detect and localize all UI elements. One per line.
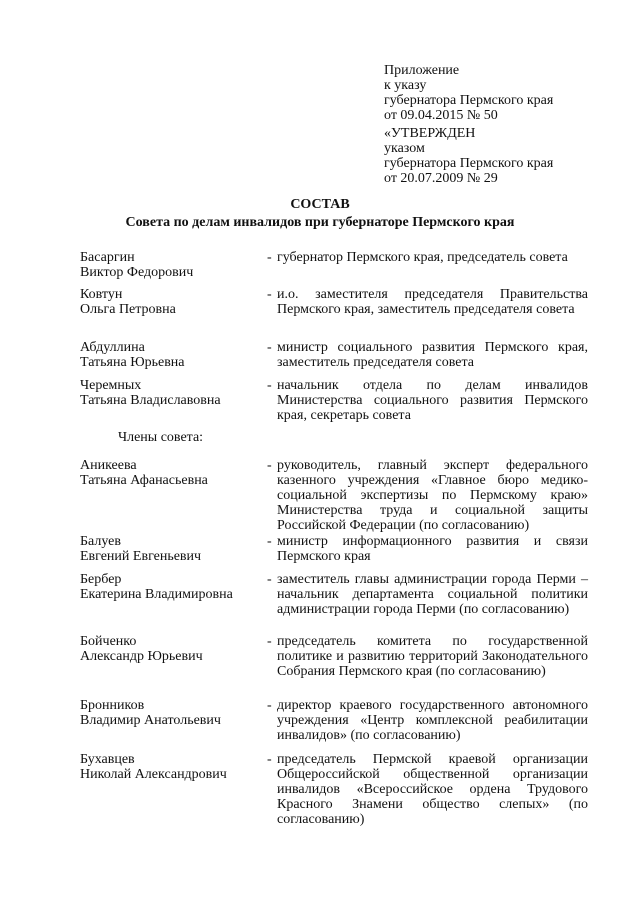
member-name (80, 458, 260, 488)
member-given-names: Татьяна Афанасьевна (80, 473, 208, 488)
appendix-line: от 09.04.2015 № 50 (384, 108, 498, 123)
approved-line: указом (384, 141, 425, 156)
member-given-names: Екатерина Владимировна (80, 587, 233, 602)
document-subtitle: Совета по делам инвалидов при губернаторе Пермского края (125, 215, 515, 230)
member-surname: Бойченко (80, 634, 137, 649)
dash-separator: - (267, 534, 272, 549)
member-surname: Балуев (80, 534, 122, 549)
member-surname: Бербер (80, 572, 122, 587)
member-position: директор краевого государственного автономного учреждения «Центр комплексной реабилитации инвалидов» (по согласованию) (277, 698, 588, 743)
member-given-names: Владимир Анатольевич (80, 713, 221, 728)
member-position: председатель комитета по государственной политике и развитию территорий Законодательного Собрания Пермского края (по согласованию) (277, 634, 588, 679)
appendix-line: Приложение (384, 63, 460, 78)
member-surname: Аникеева (80, 458, 137, 473)
dash-separator: - (267, 698, 272, 713)
member-name (80, 634, 260, 664)
appendix-block (384, 63, 614, 123)
member-name (80, 250, 260, 280)
member-name (80, 287, 260, 317)
member-name (80, 572, 260, 602)
member-position: министр информационного развития и связи Пермского края (277, 534, 588, 564)
member-position: начальник отдела по делам инвалидов Министерства социального развития Пермского края, секретарь совета (277, 378, 588, 423)
member-position: заместитель главы администрации города Перми – начальник департамента социальной политики администрации города Перми (по согласованию) (277, 572, 588, 617)
member-given-names: Николай Александрович (80, 767, 227, 782)
dash-separator: - (267, 458, 272, 473)
member-surname: Бронников (80, 698, 145, 713)
member-position: и.о. заместителя председателя Правительства Пермского края, заместитель председателя совета (277, 287, 588, 317)
member-name (80, 378, 260, 408)
appendix-line: к указу (384, 78, 427, 93)
member-given-names: Евгений Евгеньевич (80, 549, 202, 564)
approved-line: губернатора Пермского края (384, 156, 554, 171)
dash-separator: - (267, 340, 272, 355)
dash-separator: - (267, 250, 272, 265)
member-position: министр социального развития Пермского края, заместитель председателя совета (277, 340, 588, 370)
dash-separator: - (267, 752, 272, 767)
dash-separator: - (267, 572, 272, 587)
approved-line: от 20.07.2009 № 29 (384, 171, 498, 186)
member-given-names: Виктор Федорович (80, 265, 194, 280)
members-heading: Члены совета: (118, 430, 204, 445)
member-surname: Абдуллина (80, 340, 145, 355)
dash-separator: - (267, 287, 272, 302)
dash-separator: - (267, 634, 272, 649)
member-name (80, 752, 260, 782)
member-name (80, 698, 260, 728)
member-surname: Бухавцев (80, 752, 135, 767)
member-given-names: Ольга Петровна (80, 302, 176, 317)
member-surname: Черемных (80, 378, 142, 393)
member-surname: Ковтун (80, 287, 123, 302)
member-surname: Басаргин (80, 250, 135, 265)
member-given-names: Татьяна Юрьевна (80, 355, 185, 370)
dash-separator: - (267, 378, 272, 393)
approved-block (384, 126, 614, 186)
member-given-names: Александр Юрьевич (80, 649, 203, 664)
member-given-names: Татьяна Владиславовна (80, 393, 221, 408)
appendix-line: губернатора Пермского края (384, 93, 554, 108)
member-position: председатель Пермской краевой организации Общероссийской общественной организации инвалидов «Всероссийское ордена Трудового Красного Знамени общество слепых» (по согласованию) (277, 752, 588, 827)
member-position: губернатор Пермского края, председатель совета (277, 250, 568, 265)
member-name (80, 534, 260, 564)
approved-line: «УТВЕРЖДЕН (384, 126, 476, 141)
member-position: руководитель, главный эксперт федерального казенного учреждения «Главное бюро медико-социальной экспертизы по Пермскому краю» Министерства труда и социальной защиты Российской Федерации (по согласованию) (277, 458, 588, 533)
document-title: СОСТАВ (290, 197, 350, 212)
member-name (80, 340, 260, 370)
